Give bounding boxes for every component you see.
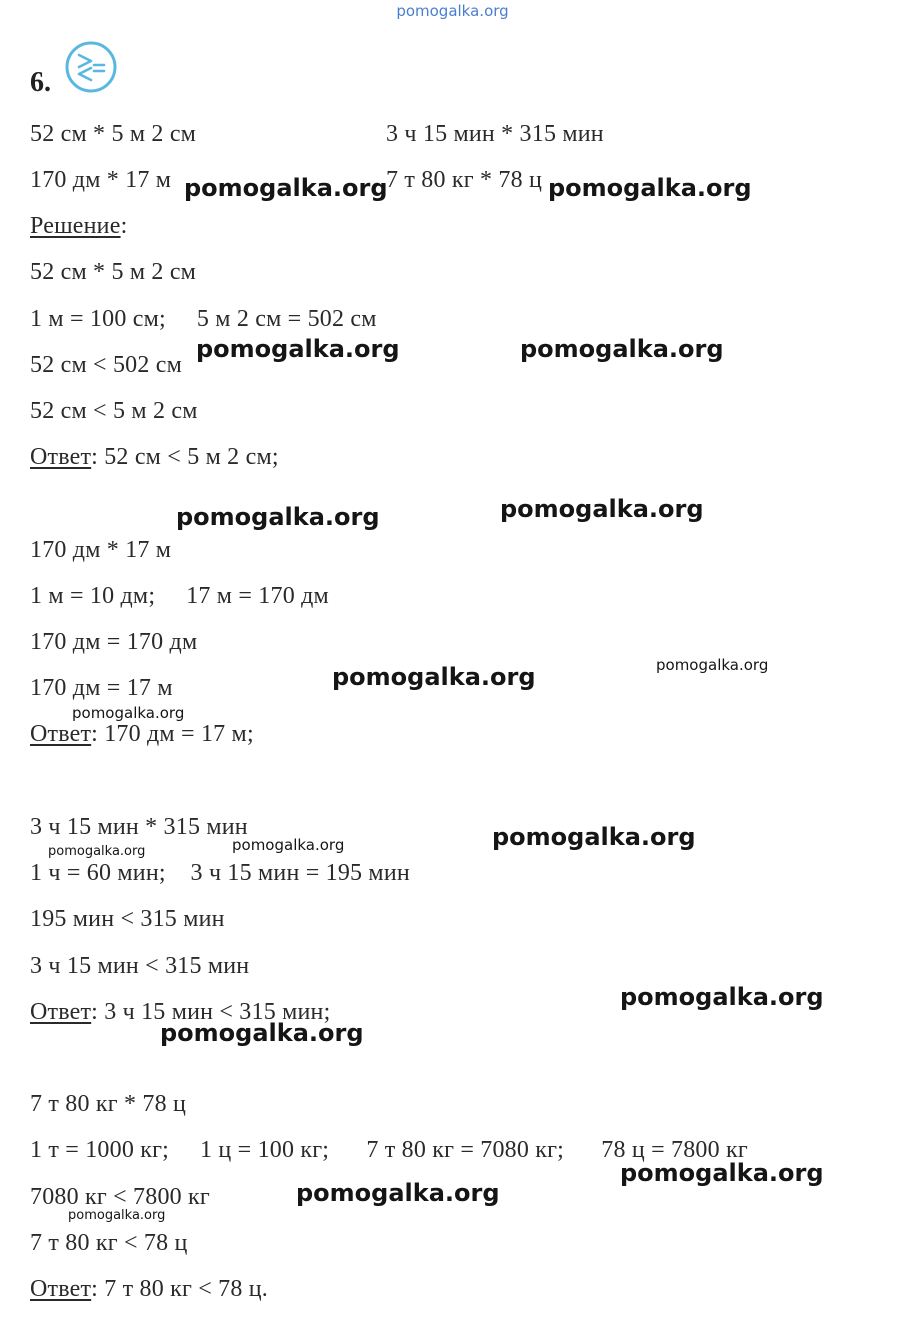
part1-line2: 1 м = 100 см; 5 м 2 см = 502 см <box>30 306 377 332</box>
watermark: pomogalka.org <box>656 656 769 674</box>
answer-text: : 3 ч 15 мин < 315 мин; <box>91 999 331 1025</box>
problem-row1-left: 52 см * 5 м 2 см <box>30 121 197 147</box>
part1-line1: 52 см * 5 м 2 см <box>30 259 197 285</box>
answer-text: : 170 дм = 17 м; <box>91 721 254 747</box>
problem-row2-right: 7 т 80 кг * 78 ц <box>386 167 543 193</box>
solution-heading <box>30 212 127 240</box>
part1-line3: 52 см < 502 см <box>30 352 183 378</box>
watermark: pomogalka.org <box>184 174 388 202</box>
watermark: pomogalka.org <box>492 823 696 851</box>
answer-label: Ответ <box>30 721 92 747</box>
watermark: pomogalka.org <box>520 335 724 363</box>
watermark: pomogalka.org <box>620 983 824 1011</box>
greater-less-equal-icon <box>64 40 118 94</box>
part3-line2: 1 ч = 60 мин; 3 ч 15 мин = 195 мин <box>30 860 410 886</box>
watermark: pomogalka.org <box>548 174 752 202</box>
header-watermark: pomogalka.org <box>396 2 509 20</box>
answer-label: Ответ <box>30 999 92 1025</box>
watermark: pomogalka.org <box>68 1208 166 1223</box>
answer-text: : 52 см < 5 м 2 см; <box>91 444 279 470</box>
answer-label: Ответ <box>30 444 92 470</box>
watermark: pomogalka.org <box>296 1179 500 1207</box>
watermark: pomogalka.org <box>500 495 704 523</box>
part3-line1: 3 ч 15 мин * 315 мин <box>30 814 248 840</box>
part2-answer <box>30 720 254 748</box>
part2-line2: 1 м = 10 дм; 17 м = 170 дм <box>30 583 329 609</box>
task-number: 6. <box>30 67 51 98</box>
watermark: pomogalka.org <box>176 503 380 531</box>
part4-line4: 7 т 80 кг < 78 ц <box>30 1230 188 1256</box>
watermark: pomogalka.org <box>620 1159 824 1187</box>
problem-row2-left: 170 дм * 17 м <box>30 167 172 193</box>
solution-heading-colon: : <box>120 213 128 239</box>
part1-answer <box>30 443 279 471</box>
part2-line1: 170 дм * 17 м <box>30 537 172 563</box>
part2-line4: 170 дм = 17 м <box>30 675 173 701</box>
solution-heading-label: Решение <box>30 213 121 239</box>
part4-line3: 7080 кг < 7800 кг <box>30 1184 210 1210</box>
part3-line3: 195 мин < 315 мин <box>30 906 225 932</box>
part1-line4: 52 см < 5 м 2 см <box>30 398 198 424</box>
problem-row1-right: 3 ч 15 мин * 315 мин <box>386 121 604 147</box>
watermark: pomogalka.org <box>196 335 400 363</box>
part4-line2: 1 т = 1000 кг; 1 ц = 100 кг; 7 т 80 кг = 7080 кг; 78 ц = 7800 кг <box>30 1137 748 1163</box>
part3-line4: 3 ч 15 мин < 315 мин <box>30 953 250 979</box>
watermark: pomogalka.org <box>332 663 536 691</box>
answer-text: : 7 т 80 кг < 78 ц. <box>91 1276 268 1302</box>
watermark: pomogalka.org <box>160 1019 364 1047</box>
answer-label: Ответ <box>30 1276 92 1302</box>
watermark: pomogalka.org <box>72 704 185 722</box>
watermark: pomogalka.org <box>232 836 345 854</box>
part4-answer <box>30 1275 268 1303</box>
watermark: pomogalka.org <box>48 844 146 859</box>
part2-line3: 170 дм = 170 дм <box>30 629 198 655</box>
part4-line1: 7 т 80 кг * 78 ц <box>30 1091 187 1117</box>
